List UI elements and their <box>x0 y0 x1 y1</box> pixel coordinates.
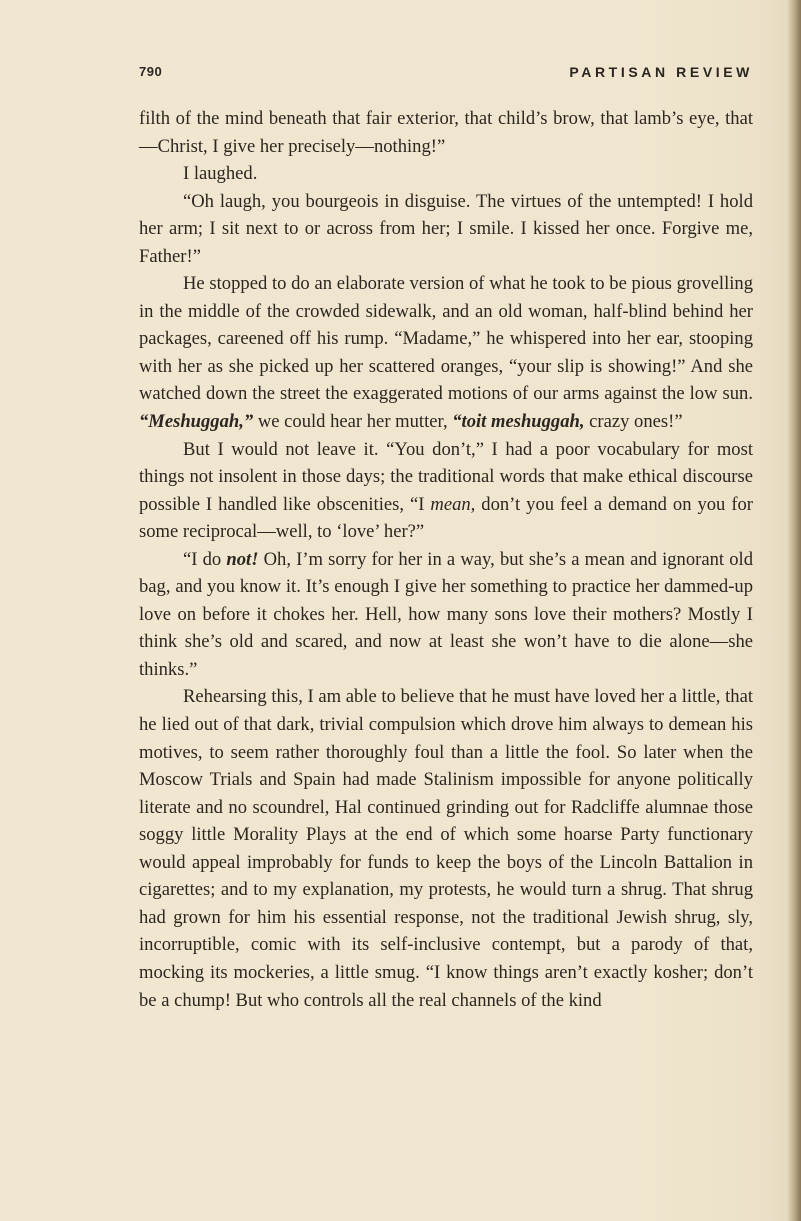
paragraph-5-italic: mean, <box>430 493 476 515</box>
paragraph-7: Rehearsing this, I am able to believe that he must have loved her a little, that he lied out of that dark, trivial compulsion which drove him always to demean his motives, to seem rather thoroughly foul than a little the fool. So later when the Moscow Trials and Spain had made Stalinism impossible for anyone politically literate and no scoundrel, Hal continued grinding out for Radcliffe alumnae those soggy little Morality Plays at the end of which some hoarse Party functionary would appeal improbably for funds to keep the boys of the Lincoln Battalion in cigarettes; and to my explanation, my protests, he would turn a shrug. That shrug had grown for him his essential response, not the traditional Jewish shrug, sly, incorruptible, comic with its self-inclusive contempt, but a parody of that, mocking its mockeries, a little smug. “I know things aren’t exactly kosher; don’t be a chump! But who controls all the real channels of the kind <box>139 686 753 1011</box>
paragraph-5-text-b: don’t you feel a demand on you for some reciprocal—well, to ‘love’ her?” <box>139 493 753 543</box>
body-text <box>139 105 753 1014</box>
page-number: 790 <box>139 64 163 79</box>
paragraph-4-italic-a: “Meshuggah,” <box>139 411 254 433</box>
paragraph-4-text-b: we could hear her mutter, <box>253 411 453 433</box>
paragraph-6-text-b: Oh, I’m sorry for her in a way, but she’s a mean and ignorant old bag, and you know it. It’s enough I give her something to practice her dammed-up love on before it chokes her. Hell, how many sons love their mothers? Mostly I think she’s old and scared, and now at least she won’t have to die alone—she thinks.” <box>139 548 753 680</box>
paragraph-4 <box>139 270 753 435</box>
paragraph-5-text-a: But I would not leave it. “You don’t,” I had a poor vocabulary for most things not insolent in those days; the traditional words that make ethical discourse possible I handled like obscenities, “I <box>139 438 753 515</box>
paragraph-4-text-a: He stopped to do an elaborate version of what he took to be pious grovelling in the middle of the crowded sidewalk, and an old woman, half-blind behind her packages, careened off his rump. “Madame,” he whispered into her ear, stooping with her as she picked up her scattered oranges, “your slip is showing!” And she watched down the street the exaggerated motions of our arms against the low sun. <box>139 273 753 405</box>
page-header <box>139 64 753 88</box>
paragraph-4-italic-b: “toit meshuggah, <box>452 411 585 433</box>
running-head: PARTISAN REVIEW <box>569 64 753 80</box>
paragraph-1: filth of the mind beneath that fair exterior, that child’s brow, that lamb’s eye, that—Christ, I give her precisely—nothing!” <box>139 108 753 157</box>
paragraph-5 <box>139 436 753 546</box>
paragraph-4-text-c: crazy ones!” <box>584 411 683 433</box>
paragraph-6-text-a: “I do <box>183 548 227 570</box>
paragraph-6 <box>139 546 753 684</box>
page-edge-shadow <box>787 0 801 1221</box>
paragraph-2: I laughed. <box>183 163 258 185</box>
paragraph-3: “Oh laugh, you bourgeois in disguise. The virtues of the untempted! I hold her arm; I sit next to or across from her; I smile. I kissed her once. Forgive me, Father!” <box>139 190 753 267</box>
paragraph-6-italic: not! <box>226 548 259 570</box>
